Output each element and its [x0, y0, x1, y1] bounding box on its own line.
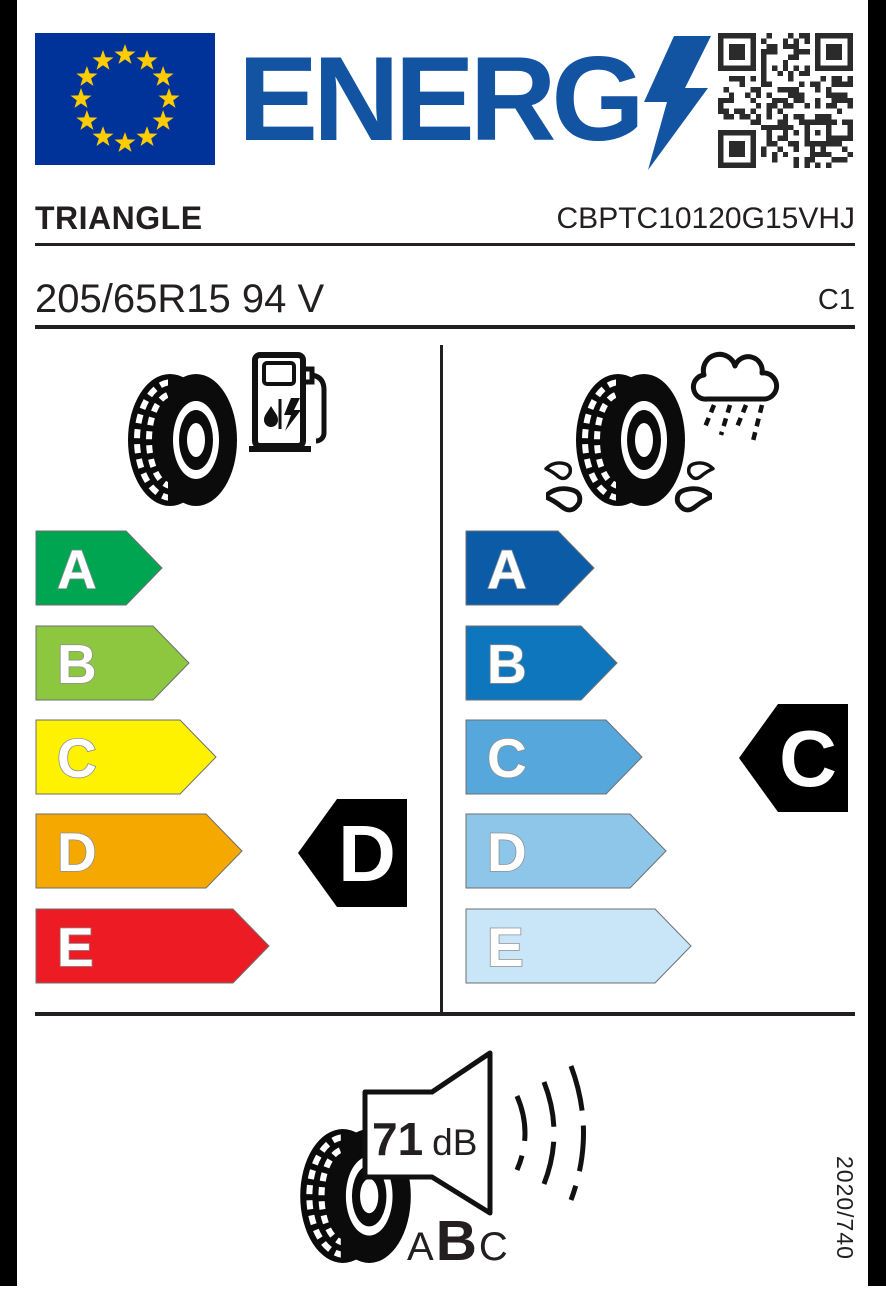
- noise-class-a: A: [407, 1225, 434, 1269]
- lightning-bolt-icon: [644, 36, 712, 170]
- fuel-class-a-label: A: [57, 538, 97, 600]
- wet-rating-indicator: [738, 702, 849, 814]
- wet-class-d-label: D: [487, 821, 527, 883]
- fuel-rating-letter: D: [338, 809, 396, 898]
- sound-waves-icon: [517, 1066, 584, 1200]
- noise-level: [372, 1112, 477, 1166]
- fuel-class-d-label: D: [57, 821, 97, 883]
- tyre-class: C1: [817, 284, 855, 316]
- divider-line: [35, 243, 855, 246]
- fuel-class-b-arrow: [35, 625, 191, 702]
- scale-divider-line: [440, 345, 443, 1012]
- wet-class-a-label: A: [487, 538, 527, 600]
- wet-class-e-arrow: [465, 908, 693, 985]
- wet-class-a-arrow: [465, 530, 596, 607]
- fuel-pump-icon: [247, 352, 331, 452]
- fuel-class-c-arrow: [35, 719, 218, 796]
- label-border-right: [868, 0, 886, 1286]
- qr-code-icon: [718, 33, 853, 168]
- wet-class-c-arrow: [465, 719, 644, 796]
- divider-line: [35, 1012, 855, 1016]
- fuel-class-e-label: E: [57, 916, 94, 978]
- wet-rating-letter: C: [779, 714, 837, 803]
- fuel-class-d-arrow: [35, 813, 244, 890]
- regulation-number: 2020/740: [832, 1156, 858, 1260]
- noise-db-value: 71: [372, 1113, 424, 1165]
- fuel-class-a-arrow: [35, 530, 164, 607]
- noise-class-b-selected: B: [435, 1209, 477, 1273]
- tyre-size-designation: 205/65R15 94 V: [35, 277, 325, 321]
- splash-drop-icon: [686, 461, 716, 485]
- tire-icon: [574, 371, 686, 509]
- rain-icon: [705, 405, 762, 441]
- fuel-class-c-label: C: [57, 727, 97, 789]
- tire-icon: [126, 371, 238, 509]
- energ-logo-text: ENERG: [238, 32, 640, 166]
- label-border-left: [0, 0, 17, 1286]
- type-identifier: CBPTC10120G15VHJ: [556, 202, 855, 235]
- wet-class-e-label: E: [487, 916, 524, 978]
- rain-cloud-icon: [681, 349, 783, 444]
- wet-class-b-arrow: [465, 625, 619, 702]
- wet-class-d-arrow: [465, 813, 668, 890]
- brand-name: TRIANGLE: [35, 200, 203, 236]
- splash-drop-icon: [546, 486, 586, 516]
- noise-db-unit: dB: [432, 1122, 478, 1163]
- noise-class-c: C: [478, 1225, 508, 1269]
- fuel-class-e-arrow: [35, 908, 271, 985]
- splash-drop-icon: [543, 461, 573, 485]
- wet-class-b-label: B: [487, 633, 527, 695]
- fuel-class-b-label: B: [57, 633, 97, 695]
- noise-class-scale: [407, 1208, 508, 1274]
- eu-flag-icon: [35, 33, 215, 165]
- fuel-rating-indicator: [297, 797, 408, 909]
- divider-line: [35, 325, 855, 329]
- splash-drop-icon: [672, 486, 712, 516]
- wet-class-c-label: C: [487, 727, 527, 789]
